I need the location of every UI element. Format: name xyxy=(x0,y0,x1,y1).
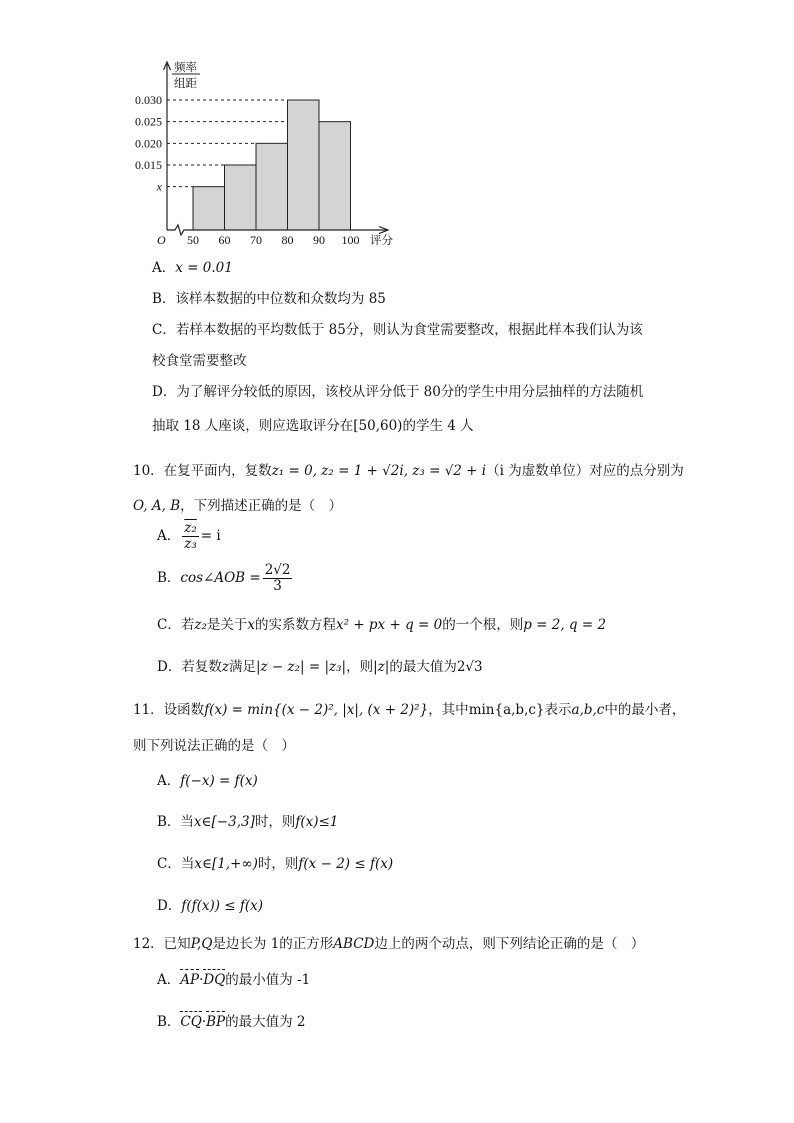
option-math: x = 0.01 xyxy=(175,260,233,276)
text-span: 11．设函数 xyxy=(133,702,205,718)
option-label: A． xyxy=(157,972,181,988)
numerator: z₂ xyxy=(184,520,197,536)
fraction xyxy=(263,563,293,594)
q9-option-d-line2 xyxy=(152,414,474,434)
result: f(x)≤1 xyxy=(295,814,339,830)
text-span: ，下列描述正确的是（ ） xyxy=(180,498,343,514)
q9-option-d-line1: D．为了解评分较低的原因，该校从评分低于 80分的学生中用分层抽样的方法随机 xyxy=(152,384,644,400)
q11-option-c xyxy=(157,852,393,872)
option-label: A． xyxy=(157,773,181,789)
math-var: z xyxy=(221,659,229,675)
math-var: ABCD xyxy=(333,936,375,952)
result: f(x − 2) ≤ f(x) xyxy=(298,856,394,872)
histogram-bar xyxy=(256,143,288,230)
text-span: 的最小值为 -1 xyxy=(225,972,311,988)
option-label: A． xyxy=(152,260,176,276)
text-span: D．若复数 xyxy=(157,659,222,675)
q10-stem-line1 xyxy=(133,459,684,479)
text-span: C．若 xyxy=(157,617,195,633)
option-math: cos∠AOB = xyxy=(180,569,261,586)
x-tick-label: 50 xyxy=(187,233,199,247)
x-tick-label: 70 xyxy=(250,233,262,247)
vector: CQ xyxy=(180,1014,202,1030)
text-span: 10．在复平面内，复数 xyxy=(133,463,272,479)
text-span: ，其中 xyxy=(428,702,469,718)
vector: BP xyxy=(206,1014,226,1030)
text-span: B．当 xyxy=(157,814,194,830)
q12-stem xyxy=(133,932,644,952)
option-label: D． xyxy=(157,898,182,914)
q9-option-c-line2: 校食堂需要整改 xyxy=(152,353,247,369)
text-span: 12．已知 xyxy=(133,936,191,952)
text-span: 边上的两个动点，则下列结论正确的是（ ） xyxy=(374,936,645,952)
q9-option-a xyxy=(152,256,233,276)
y-axis-label-top: 频率 xyxy=(174,60,197,74)
histogram-bar xyxy=(225,165,257,230)
frequency-histogram xyxy=(125,58,415,253)
option-label: B． xyxy=(157,1014,181,1030)
option-math: f(−x) = f(x) xyxy=(180,773,258,789)
option-math: f(f(x)) ≤ f(x) xyxy=(181,898,264,914)
y-axis-label-bottom: 组距 xyxy=(174,76,197,90)
numerator: 2√2 xyxy=(264,562,291,578)
text-span: 中的最小者， xyxy=(604,702,686,718)
text-span: 抽取 18 人座谈，则应选取评分在 xyxy=(152,418,354,434)
vector: AP xyxy=(180,972,200,988)
q10-stem-line2 xyxy=(133,494,342,514)
text-span: 是关于 xyxy=(206,617,248,633)
q11-option-d xyxy=(157,894,263,914)
option-label: B． xyxy=(157,569,181,586)
text-span: （i 为虚数单位）对应的点分别为 xyxy=(486,463,684,479)
histogram-bar xyxy=(319,122,351,230)
histogram-bar xyxy=(288,100,320,230)
math-var: P,Q xyxy=(190,936,213,952)
complex-numbers: z₁ = 0, z₂ = 1 + √2i, z₃ = √2 + i xyxy=(271,463,487,479)
q11-option-a xyxy=(157,769,258,789)
y-tick-label: 0.025 xyxy=(135,114,162,129)
text-span: 的一个根，则 xyxy=(442,617,524,633)
text-span: 表示 xyxy=(544,702,572,718)
math-var: z₂ xyxy=(194,617,207,633)
condition: x∈[1,+∞) xyxy=(194,856,258,872)
text-span: 是边长为 1的正方形 xyxy=(212,936,334,952)
histogram-bar xyxy=(193,187,225,230)
text-span: C．当 xyxy=(157,856,195,872)
q10-option-c xyxy=(157,613,606,633)
dot-operator: · xyxy=(199,972,204,988)
q11-option-b xyxy=(157,810,338,830)
condition: |z − z₂| = |z₃| xyxy=(255,659,347,675)
text-span: 的最大值为 xyxy=(389,659,457,675)
x-axis-label: 评分 xyxy=(370,233,393,247)
min-def: min{a,b,c} xyxy=(468,702,545,718)
text-span: ，则 xyxy=(346,659,374,675)
q10-option-a xyxy=(157,521,221,552)
x-tick-label: 90 xyxy=(313,233,325,247)
q10-option-d xyxy=(157,655,483,675)
points: O, A, B xyxy=(133,498,181,514)
q9-option-c-line1: C．若样本数据的平均数低于 85分，则认为食堂需要整改，根据此样本我们认为该 xyxy=(152,322,643,338)
dot-operator: · xyxy=(201,1014,207,1030)
q9-option-b: B．该样本数据的中位数和众数均为 85 xyxy=(152,291,386,307)
interval: [50,60) xyxy=(353,418,403,434)
text-span: 的实系数方程 xyxy=(255,617,336,633)
q12-option-a xyxy=(157,968,310,988)
math-var: a,b,c xyxy=(571,702,605,718)
condition: x∈[−3,3] xyxy=(193,814,255,830)
y-tick-label: 0.020 xyxy=(135,136,162,151)
y-tick-label: x xyxy=(156,179,162,194)
y-tick-label: 0.015 xyxy=(135,158,162,172)
text-span: 的学生 4 人 xyxy=(402,418,474,434)
origin-label: O xyxy=(157,233,166,247)
equation: x² + px + q = 0 xyxy=(336,617,443,633)
x-tick-label: 100 xyxy=(341,233,360,247)
text-span: 时，则 xyxy=(254,814,296,830)
x-tick-label: 80 xyxy=(281,233,294,247)
text-span: 满足 xyxy=(228,659,256,675)
q11-stem-line1 xyxy=(133,698,685,718)
text-span: 时，则 xyxy=(257,856,299,872)
fraction xyxy=(182,521,199,552)
q10-option-b xyxy=(157,563,294,594)
q11-stem-line2: 则下列说法正确的是（ ） xyxy=(133,738,295,754)
value: 2√3 xyxy=(456,659,483,675)
math-var: |z| xyxy=(373,659,390,675)
text-span: = i xyxy=(200,527,221,544)
math-var: x xyxy=(247,617,255,633)
vector: DQ xyxy=(203,972,226,988)
q12-option-b xyxy=(157,1010,306,1030)
y-tick-label: 0.030 xyxy=(135,93,162,107)
function-def: f(x) = min{(x − 2)², |x|, (x + 2)²} xyxy=(204,702,429,718)
text-span: 的最大值为 2 xyxy=(225,1014,306,1030)
denominator: 3 xyxy=(273,577,282,594)
x-tick-label: 60 xyxy=(218,233,231,247)
option-label: A． xyxy=(157,527,181,544)
answer-math: p = 2, q = 2 xyxy=(523,617,607,633)
denominator: z₃ xyxy=(184,535,197,552)
